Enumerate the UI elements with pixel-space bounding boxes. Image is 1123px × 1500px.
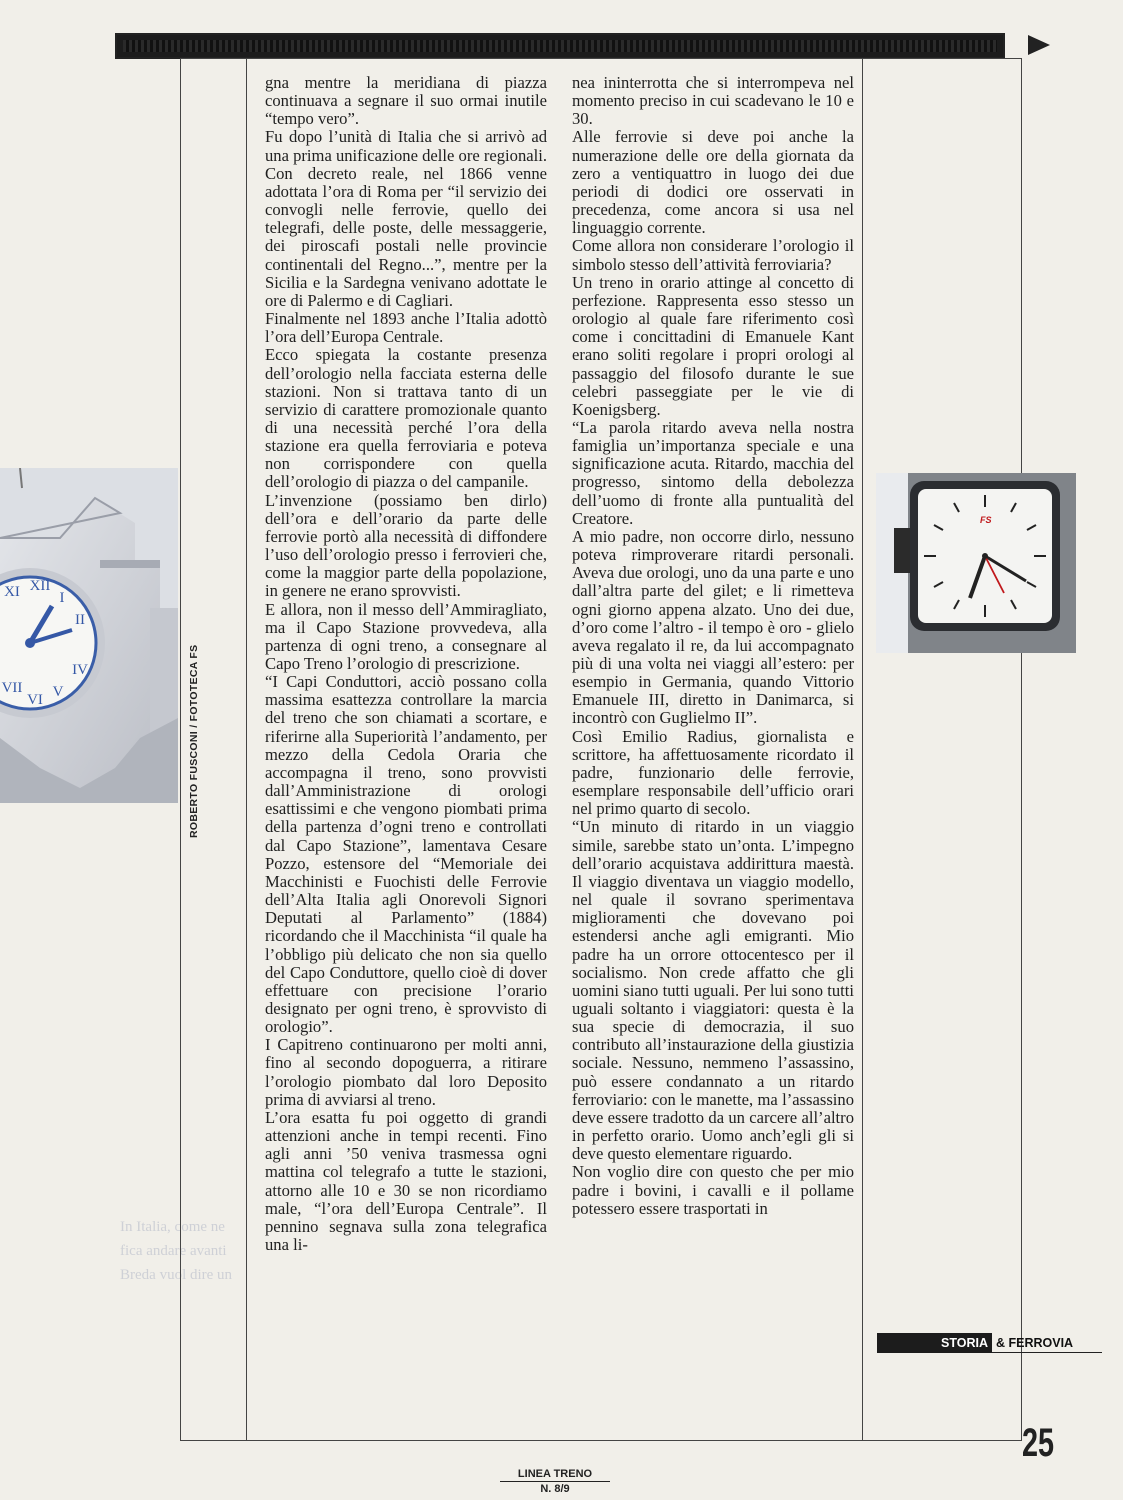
arrow-right-icon — [1028, 35, 1050, 55]
bleed-line: Breda vuol dire un — [120, 1267, 233, 1283]
bleed-line: In Italia, come ne — [120, 1219, 225, 1235]
paragraph: Un treno in orario attinge al concetto di perfezione. Rappresenta esso stesso un orologio al quale fare riferimento così come i concittadini di Emanuele Kant erano soliti regolare i propri orologi al passaggio del filosofo durante le sue celebri passeggiate per le vie di Koenigsberg. — [572, 272, 854, 419]
section-tag-primary: STORIA — [877, 1333, 992, 1353]
article-column-1 — [265, 74, 547, 1254]
paragraph: Non voglio dire con questo che per mio padre i bovini, i cavalli e il pollame potessero essere trasportati in — [572, 1162, 854, 1218]
paragraph: Così Emilio Radius, giornalista e scrittore, ha affettuosamente ricordato il padre, funzionario delle ferrovie, esemplare responsabile dell’ufficio orari nel primo quarto di secolo. — [572, 726, 854, 819]
footer-rule — [500, 1481, 610, 1482]
paragraph: “I Capi Conduttori, acciò possano colla massima esattezza controllare la marcia del treno che son chiamati a scortare, e riferirne alla Superiorità l’andamento, per mezzo della Cedola Oraria che accompagna il treno, sono provvisti dall’Amministrazione di orologi esattissimi e che vengono piombati prima della partenza d’ogni treno e controllati dal Capo Stazione”, lamentava Cesare Pozzo, estensore del “Memoriale dei Macchinisti e Fuochisti delle Ferrovie dell’Alta Italia agli Onorevoli Signori Deputati al Parlamento” (1884) ricordando che il Macchinista “il quale ha l’obbligo più delicato che non sia quello del Capo Conduttore, quello cioè di dover effettuare con precisione l’orario designato per ogni treno, è sprovvisto di orologio”. — [265, 672, 547, 1037]
clock-numeral: VI — [27, 692, 43, 708]
section-tag-secondary: & FERROVIA — [996, 1336, 1074, 1350]
paragraph: Alle ferrovie si deve poi anche la numerazione delle ore della giornata da zero a ventiquattro in luogo dei due periodi di dodici ore osservati in precedenza, come ancora si usa nel linguaggio corrente. — [572, 127, 854, 238]
clock-numeral: VII — [1, 680, 23, 696]
paragraph: Ecco spiegata la costante presenza dell’orologio nella facciata esterna delle stazioni. Non si trattava tanto di un servizio di carattere promozionale quanto di una necessità perché l’ora della stazione era quella ferroviaria e poteva non corrispondere con quella dell’orologio di piazza o del campanile. — [265, 345, 547, 492]
article-column-2 — [572, 74, 854, 1218]
paragraph: nea ininterrotta che si interrompeva nel momento preciso in cui scadevano le 10 e 30. — [572, 73, 854, 129]
paragraph: “Un minuto di ritardo in un viaggio simile, sarebbe stato un’onta. L’impegno dell’orario acquistava addirittura maestà. Il viaggio diventava un viaggio modello, nel quale il sovrano sperimentava miglioramenti che dovevano poi estendersi anche agli emigranti. Mio padre ha un orrore ottocentesco per il socialismo. Non crede affatto che gli uomini siano tutti uguali. Per lui sono tutti uguali soltanto i viaggiatori: questa è la sua specie di democrazia, il suo contributo all’instaurazione della giustizia sociale. Nessuno, nemmeno l’assassino, può essere condannato a un ritardo ferroviario: con le manette, ma l’assassino deve essere tradotto da un carcere all’altro in perfetto orario. Uomo anch’egli gli si deve questo elementare riguardo. — [572, 817, 854, 1164]
paragraph: Come allora non considerare l’orologio il simbolo stesso dell’attività ferroviaria? — [572, 236, 854, 274]
fs-logo: FS — [980, 515, 992, 525]
station-clock-photo — [0, 468, 178, 803]
clock-numeral: IV — [72, 662, 88, 678]
page-number: 25 — [1022, 1421, 1055, 1465]
paragraph: Finalmente nel 1893 anche l’Italia adottò l’ora dell’Europa Centrale. — [265, 309, 547, 347]
section-tag — [877, 1333, 1102, 1353]
column-rule — [246, 58, 247, 1441]
clock-numeral: XI — [4, 584, 20, 600]
header-bar — [115, 33, 1005, 59]
clock-numeral: XII — [29, 578, 51, 594]
clock-numeral: I — [59, 590, 65, 606]
paragraph: E allora, non il messo dell’Ammiragliato, ma il Capo Stazione provvedeva, alla partenza di ogni treno, a consegnare al Capo Treno l’orologio di prescrizione. — [265, 599, 547, 673]
paragraph: “La parola ritardo aveva nella nostra famiglia un’importanza speciale e una significazione acuta. Ritardo, macchia del progresso, sintomo della debolezza dell’uomo di fronte alla puntualità del Creatore. — [572, 417, 854, 528]
footer-issue: N. 8/9 — [540, 1483, 570, 1495]
square-clock-photo — [876, 473, 1076, 653]
paragraph: gna mentre la meridiana di piazza continuava a segnare il suo ormai inutile “tempo vero”. — [265, 73, 547, 129]
paragraph: Fu dopo l’unità di Italia che si arrivò ad una prima unificazione delle ore regionali. Con decreto reale, nel 1866 venne adottata l’ora di Roma per “il servizio dei convogli nelle ferrovie, quello dei telegrafi, delle poste, delle messaggerie, dei piroscafi postali nelle provincie continentali del Regno...”, mentre per la Sicilia e la Sardegna venivano adottate le ore di Palermo e di Cagliari. — [265, 127, 547, 310]
clock-numeral: V — [52, 684, 64, 700]
footer — [500, 1468, 610, 1495]
clock-numeral: II — [75, 612, 85, 628]
photo-credit — [186, 644, 206, 850]
header-bar-pattern — [123, 40, 997, 52]
photo-credit-text: ROBERTO FUSCONI / FOTOTECA FS — [188, 644, 200, 838]
paragraph: A mio padre, non occorre dirlo, nessuno poteva rimproverare ritardi personali. Aveva due orologi, uno da una parte e uno dall’altra parte del gilet; e li rimetteva ogni giorno appena alzato. Uno dei due, d’oro come l’altro - il tempo è oro - glielo aveva regalato il re, da lui accompagnato più di una volta nei viaggi all’estero: per esempio in Germania, quando Vittorio Emanuele III, diretto in Danimarca, si incontrò con Guglielmo II”. — [572, 526, 854, 728]
bleed-line: fica andare avanti — [120, 1243, 227, 1259]
footer-magazine: LINEA TRENO — [517, 1468, 593, 1480]
paragraph: L’ora esatta fu poi oggetto di grandi attenzioni anche in tempi recenti. Fino agli anni ’50 veniva trasmessa ogni mattina col telegrafo a tutte le stazioni, attorno alle 10 e 30 se non ricordiamo male, “l’ora dell’Europa Centrale”. Il pennino segnava sulla zona telegrafica una li- — [265, 1107, 547, 1254]
section-tag-rule — [992, 1352, 1102, 1353]
column-rule — [862, 58, 863, 1441]
paragraph: I Capitreno continuarono per molti anni, fino al secondo dopoguerra, a ritirare l’orologio piombato dal loro Deposito prima di avviarsi al treno. — [265, 1035, 547, 1109]
paragraph: L’invenzione (possiamo ben dirlo) dell’ora e dell’orario da parte delle ferrovie portò alla necessità di diffondere l’uso dell’orologio presso i ferrovieri che, come la maggior parte della popolazione, in genere ne erano sprovvisti. — [265, 490, 547, 601]
